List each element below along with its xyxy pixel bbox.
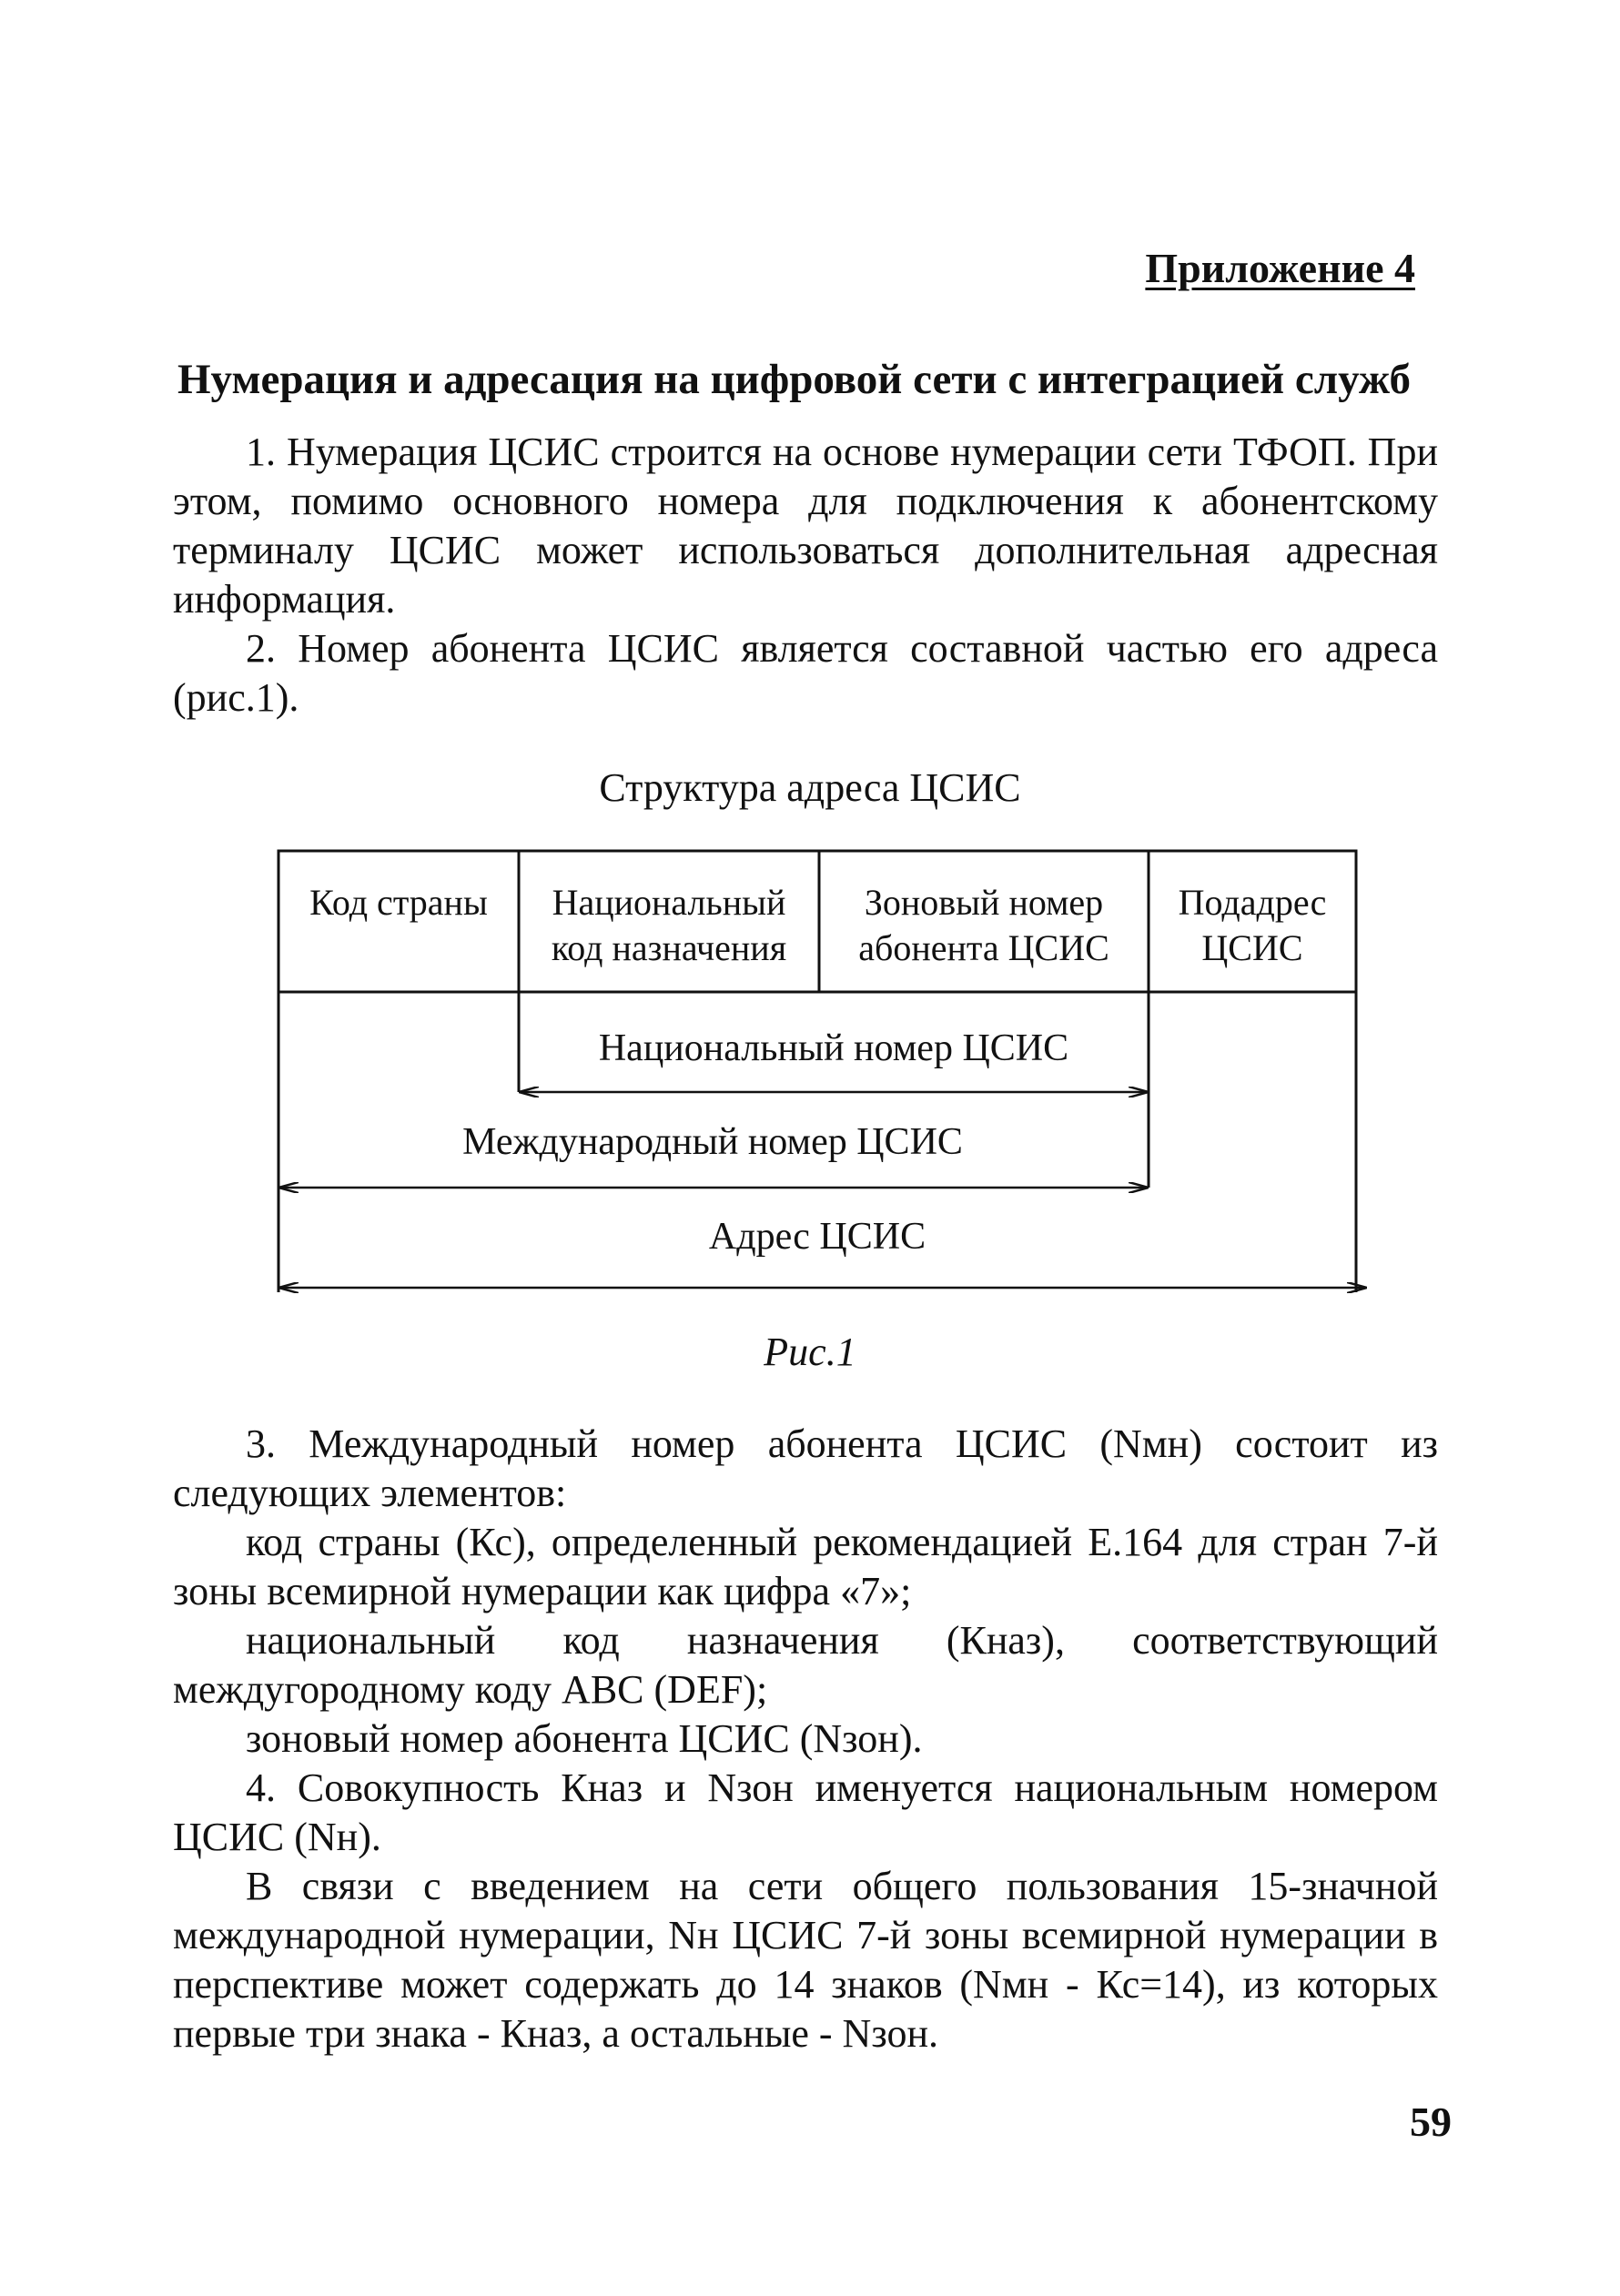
paragraph-zone-number: зоновый номер абонента ЦСИС (Nзон).: [246, 1716, 923, 1761]
cell-zone-number-line1: Зоновый номер: [864, 882, 1104, 923]
span-national-number: Национальный номер ЦСИС: [598, 1027, 1069, 1069]
cell-subaddress-line1: Подадрес: [1178, 882, 1327, 923]
diagram-title: Структура адреса ЦСИС: [599, 765, 1021, 810]
paragraph-1: 1. Нумерация ЦСИС строится на основе нумерации сети ТФОП. При этом, помимо основного номера для подключения к абонентскому терминалу ЦСИС может использоваться дополнительная адресная информация.: [173, 430, 1438, 622]
cell-country-code: Код страны: [309, 882, 488, 923]
page-title: Нумерация и адресация на цифровой сети с интеграцией служб: [177, 356, 1411, 403]
span-international-number: Международный номер ЦСИС: [462, 1121, 963, 1163]
paragraph-5: В связи с введением на сети общего пользования 15-значной международной нумерации, Nн ЦСИС 7-й зоны всемирной нумерации в перспективе может содержать до 14 знаков (Nмн - Кс=14), из которых первые три знака - Кназ, а остальные - Nзон.: [173, 1864, 1438, 2056]
paragraph-4: 4. Совокупность Кназ и Nзон именуется национальным номером ЦСИС (Nн).: [173, 1765, 1438, 1859]
cell-zone-number-line2: абонента ЦСИС: [858, 927, 1109, 968]
cell-subaddress-line2: ЦСИС: [1201, 927, 1303, 968]
span-address: Адрес ЦСИС: [708, 1216, 926, 1258]
cell-national-code-line2: код назначения: [551, 927, 787, 968]
cell-national-code-line1: Национальный: [552, 882, 786, 923]
figure-caption: Рис.1: [764, 1330, 856, 1374]
paragraph-2: 2. Номер абонента ЦСИС является составной частью его адреса (рис.1).: [173, 626, 1438, 720]
paragraph-3: 3. Международный номер абонента ЦСИС (Nмн) состоит из следующих элементов:: [173, 1421, 1438, 1515]
body-text: [173, 1420, 1438, 2058]
page-number: 59: [1410, 2099, 1452, 2145]
appendix-label: Приложение 4: [1145, 245, 1415, 291]
paragraph-national-code: национальный код назначения (Кназ), соответствующий междугородному коду АВС (DEF);: [173, 1618, 1438, 1712]
paragraph-country-code: код страны (Кс), определенный рекомендацией Е.164 для стран 7-й зоны всемирной нумерации как цифра «7»;: [173, 1520, 1438, 1613]
